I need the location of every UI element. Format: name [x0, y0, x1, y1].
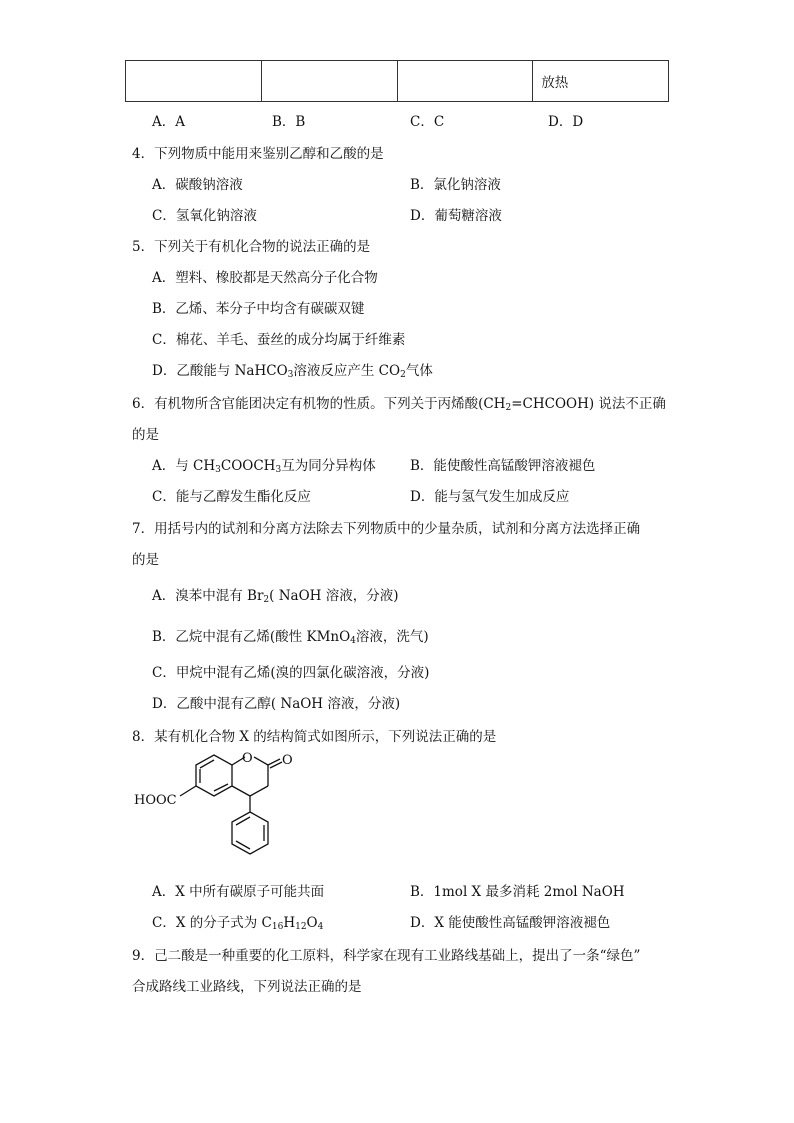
q9-stem-line2: 合成路线工业路线，下列说法正确的是	[132, 979, 362, 995]
q8-option-c	[152, 911, 323, 931]
q4-option-a: A．碳酸钠溶液	[152, 177, 243, 193]
text: H	[283, 915, 296, 931]
q4-option-b: B．氯化钠溶液	[410, 177, 501, 193]
q6-stem-line2: 的是	[132, 427, 159, 443]
text: C．X 的分子式为 C	[152, 915, 272, 931]
text: A．溴苯中混有 Br	[152, 588, 264, 604]
q3-option-d: D．D	[548, 114, 584, 130]
text: COOCH	[220, 458, 276, 474]
q8-option-b: B．1mol X 最多消耗 2mol NaOH	[410, 884, 625, 900]
subscript: 12	[295, 922, 307, 932]
q5-option-c: C．棉花、羊毛、蚕丝的成分均属于纤维素	[152, 332, 406, 348]
q6-stem-line1	[132, 392, 666, 412]
text: 6．有机物所含官能团决定有机物的性质。下列关于丙烯酸(CH	[132, 396, 506, 412]
subscript: 2	[400, 370, 406, 380]
q5-option-a: A．塑料、橡胶都是天然高分子化合物	[152, 270, 378, 286]
cooh-label: HOOC	[134, 793, 177, 808]
q6-option-a	[152, 454, 376, 474]
q7-option-a	[152, 584, 398, 604]
table-cell: 放热	[533, 61, 669, 102]
subscript: 2	[263, 595, 270, 605]
table-cell	[126, 61, 262, 102]
subscript: 16	[271, 922, 284, 932]
fused-benzene-ring	[196, 755, 232, 796]
q4-option-d: D．葡萄糖溶液	[410, 208, 502, 224]
q7-option-d: D．乙酸中混有乙醇( NaOH 溶液，分液)	[152, 696, 401, 712]
q6-option-b: B．能使酸性高锰酸钾溶液褪色	[410, 458, 596, 474]
carbonyl-oxygen-label: O	[282, 753, 293, 768]
q6-option-c: C．能与乙醇发生酯化反应	[152, 489, 311, 505]
text: 互为同分异构体	[281, 458, 376, 474]
q7-option-c: C．甲烷中混有乙烯(溴的四氯化碳溶液，分液)	[152, 665, 430, 681]
q9-stem-line1: 9．己二酸是一种重要的化工原料，科学家在现有工业路线基础上，提出了一条“绿色”	[132, 948, 641, 964]
text: ( NaOH 溶液，分液)	[269, 588, 399, 604]
text: 溶液反应产生 CO	[293, 363, 401, 379]
text: B．乙烷中混有乙烯(酸性 KMnO	[152, 629, 351, 645]
table-cell	[261, 61, 397, 102]
q7-stem-line2: 的是	[132, 552, 159, 568]
text: 溶液，洗气)	[355, 629, 429, 645]
q4-option-c: C．氢氧化钠溶液	[152, 208, 257, 224]
text: A．与 CH	[152, 458, 216, 474]
ring-oxygen-label: O	[242, 751, 253, 766]
answer-table	[125, 60, 669, 102]
q5-option-b: B．乙烯、苯分子中均含有碳碳双键	[152, 301, 365, 317]
q6-option-d: D．能与氢气发生加成反应	[410, 489, 570, 505]
q3-option-b: B．B	[272, 114, 306, 130]
text: 气体	[405, 363, 433, 379]
q3-option-c: C．C	[410, 114, 445, 130]
subscript: 3	[215, 465, 221, 475]
q8-option-a: A．X 中所有碳原子可能共面	[152, 884, 325, 900]
q5-option-d	[152, 359, 433, 379]
q8-option-d: D．X 能使酸性高锰酸钾溶液褪色	[410, 915, 611, 931]
subscript: 2	[505, 403, 512, 413]
subscript: 4	[317, 922, 324, 932]
structure-diagram	[130, 748, 300, 870]
text: O	[306, 915, 318, 931]
subscript: 3	[275, 465, 282, 475]
subscript: 4	[350, 636, 356, 646]
subscript: 3	[287, 370, 294, 380]
table-cell	[397, 61, 533, 102]
text: D．乙酸能与 NaHCO	[152, 363, 288, 379]
q4-stem: 4．下列物质中能用来鉴别乙醇和乙酸的是	[132, 146, 384, 162]
q3-option-a: A．A	[152, 114, 185, 130]
text: =CHCOOH) 说法不正确	[511, 396, 666, 412]
q7-stem-line1: 7．用括号内的试剂和分离方法除去下列物质中的少量杂质，试剂和分离方法选择正确	[132, 521, 641, 537]
q8-stem: 8．某有机化合物 X 的结构简式如图所示，下列说法正确的是	[132, 729, 497, 745]
q7-option-b	[152, 625, 429, 645]
q5-stem: 5．下列关于有机化合物的说法正确的是	[132, 239, 371, 255]
phenyl-ring	[232, 812, 268, 854]
